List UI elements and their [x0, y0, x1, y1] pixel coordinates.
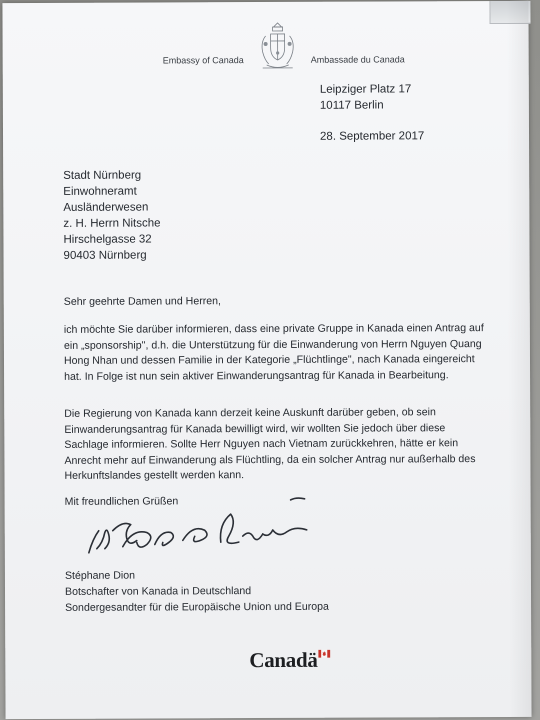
paragraph-text: Die Regierung von Kanada kann derzeit keine Auskunft darüber geben, ob sein Einwanderungsantrag für Kanada bewilligt wird, wir wollten Sie jedoch über diese Sachlage informieren. Sollte Herr Nguyen nach Vietnam zurückkehren, hätte er kein Anrecht mehr auf Einwanderung als Flüchtling, da ein solcher Antrag nur außerhalb des Herkunftslandes gestellt werden kann. [64, 406, 476, 483]
signatory-name: Stéphane Dion [64, 569, 136, 582]
sender-city: 10117 Berlin [319, 99, 384, 112]
closing: Mit freundlichen Grüßen [64, 495, 179, 508]
signatory-title-2: Sondergesandter für die Europäische Union und Europa [65, 600, 329, 614]
canada-wordmark: Canadä [249, 647, 318, 673]
recipient-line: Einwohneramt [63, 185, 137, 198]
canada-flag-icon [318, 650, 330, 658]
letter-page [2, 1, 531, 719]
paragraph-text: ich möchte Sie darüber informieren, dass eine private Gruppe in Kanada einen Antrag auf ein „sponsorship", d.h. die Unterstützung für die Einwanderung von Herrn Nguyen Quang Hong Nhan und dessen Familie in der Kategorie „Flüchtlinge", nach Kanada eingereicht hat. In Folge ist nun sein aktiver Einwanderungsantrag für Kanada in Bearbeitung. [63, 322, 484, 383]
signature-ink [75, 490, 335, 571]
recipient-line: Ausländerwesen [63, 201, 149, 214]
letter-date: 28. September 2017 [320, 130, 425, 143]
body-paragraph-2 [64, 405, 486, 485]
signatory-title-1: Botschafter von Kanada in Deutschland [64, 585, 252, 598]
letterhead-right: Ambassade du Canada [310, 54, 405, 65]
recipient-line: Stadt Nürnberg [63, 169, 142, 182]
paper-clip [489, 1, 530, 24]
canada-coat-of-arms-icon [257, 20, 299, 72]
recipient-block [63, 167, 161, 263]
salutation: Sehr geehrte Damen und Herren, [63, 295, 222, 308]
recipient-line: 90403 Nürnberg [63, 249, 147, 262]
sender-street: Leipziger Platz 17 [319, 83, 412, 96]
letterhead-left: Embassy of Canada [162, 55, 244, 66]
body-paragraph-1 [64, 321, 484, 385]
recipient-line: z. H. Herrn Nitsche [63, 217, 161, 230]
recipient-line: Hirschelgasse 32 [63, 233, 152, 246]
